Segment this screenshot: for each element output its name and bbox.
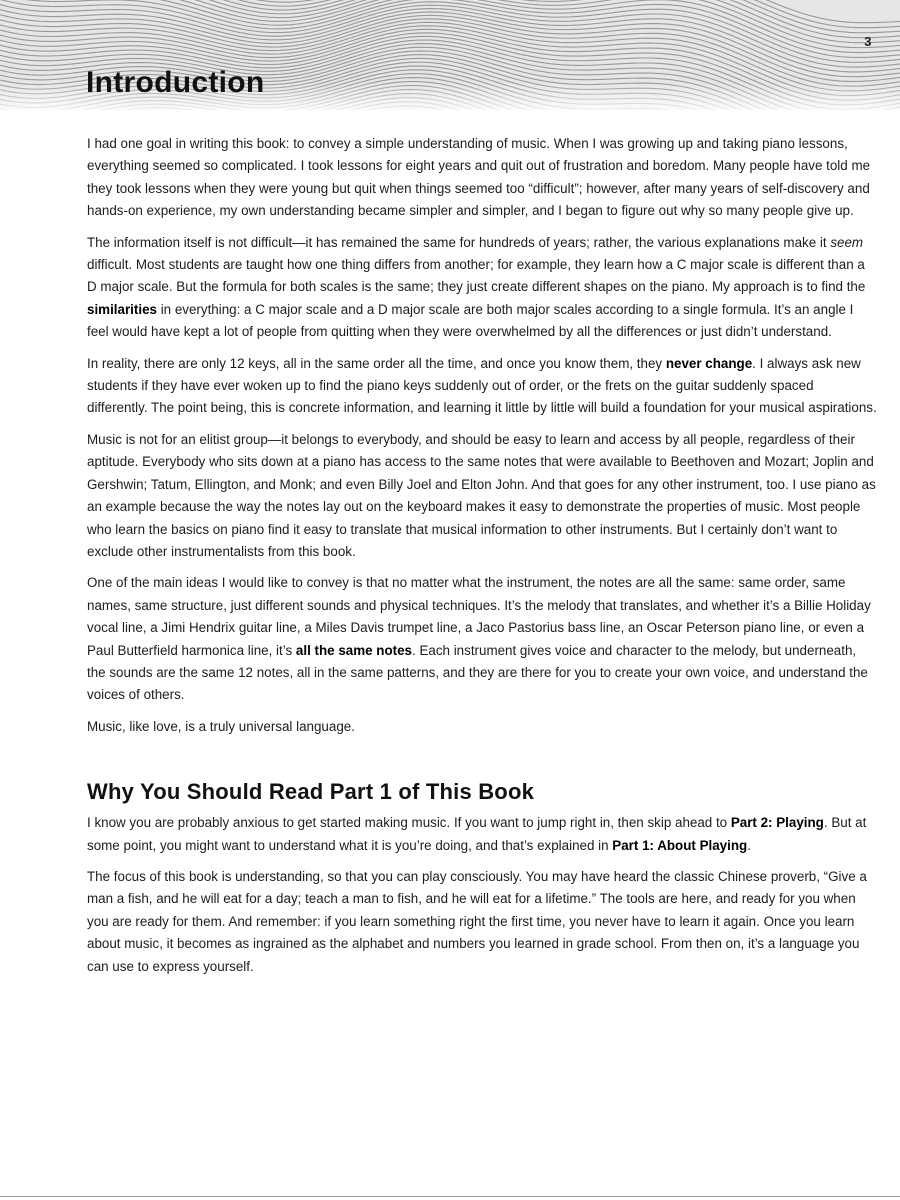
body-paragraph [87, 232, 877, 344]
paragraph-text: The focus of this book is understanding, so that you can play consciously. You may have heard the classic Chinese proverb, “Give a man a fish, and he will eat for a day; teach a man to fish, and he will eat for a lifetime.” The tools are here, and ready for you when you are ready for them. And remember: if you learn something right the first time, you never have to learn it again. Once you learn about music, it becomes as ingrained as the alphabet and numbers you learned in grade school. From then on, it’s a language you can use to express yourself. [87, 868, 867, 974]
body-paragraph [87, 133, 877, 223]
bottom-rule [0, 1196, 900, 1197]
emphasis-text: Part 2: Playing [730, 815, 824, 831]
body-paragraph [87, 353, 877, 420]
emphasis-text: all the same notes [295, 642, 413, 658]
main-content [87, 133, 877, 987]
paragraph-text: One of the main ideas I would like to convey is that no matter what the instrument, the notes are all the same: same order, same names, same structure, just different sounds and physical techniques. It’s the melody that translates, and whether it’s a Billie Holiday vocal line, a Jimi Hendrix guitar line, a Miles Davis trumpet line, a Jaco Pastorius bass line, an Oscar Peterson piano line, or even a Paul Butterfield harmonica line, it’s [87, 575, 871, 658]
italic-text: seem [830, 234, 864, 250]
paragraph-text: . [747, 837, 751, 853]
section-heading: Why You Should Read Part 1 of This Book [87, 779, 535, 805]
page-title: Introduction [86, 66, 265, 99]
body-paragraph [87, 716, 877, 738]
paragraph-text: The information itself is not difficult—it has remained the same for hundreds of years; rather, the various explanations make it [87, 234, 831, 250]
body-paragraph [87, 429, 877, 563]
body-paragraph [87, 866, 877, 978]
paragraph-text: I know you are probably anxious to get started making music. If you want to jump right in, then skip ahead to [87, 815, 731, 831]
body-paragraph [87, 812, 877, 857]
paragraph-text: . But at some point, you might want to understand what it is you’re doing, and that’s explained in [87, 815, 867, 853]
paragraph-text: Music, like love, is a truly universal language. [87, 718, 355, 734]
intro-body [87, 133, 877, 738]
section-body [87, 812, 877, 978]
emphasis-text: never change [665, 355, 753, 371]
paragraph-text: Music is not for an elitist group—it belongs to everybody, and should be easy to learn and access by all people, regardless of their aptitude. Everybody who sits down at a piano has access to the same notes that were available to Beethoven and Mozart; Joplin and Gershwin; Tatum, Ellington, and Monk; and even Billy Joel and Elton John. And that goes for any other instrument, too. I use piano as an example because the way the notes lay out on the keyboard makes it easy to demonstrate the properties of music. Most people who learn the basics on piano find it easy to translate that musical information to other instruments. But I certainly don’t want to exclude other instrumentalists from this book. [87, 431, 876, 559]
paragraph-text: . Each instrument gives voice and character to the melody, but underneath, the sounds are the same 12 notes, all in the same patterns, and they are there for you to create your own voice, and understand the voices of others. [87, 642, 868, 703]
emphasis-text: Part 1: About Playing [612, 837, 748, 853]
page-number: 3 [864, 34, 872, 49]
emphasis-text: similarities [87, 301, 157, 317]
body-paragraph [87, 572, 877, 706]
paragraph-text: . I always ask new students if they have ever woken up to find the piano keys suddenly out of order, or the frets on the guitar suddenly spaced differently. The point being, this is concrete information, and learning it little by little will build a foundation for your musical aspirations. [87, 355, 877, 416]
paragraph-text: In reality, there are only 12 keys, all in the same order all the time, and once you know them, they [87, 355, 666, 371]
paragraph-text: I had one goal in writing this book: to convey a simple understanding of music. When I was growing up and taking piano lessons, everything seemed so complicated. I took lessons for eight years and quit out of frustration and boredom. Many people have told me they took lessons when they were young but quit when things seemed too “difficult”; however, after many years of self-discovery and hands-on experience, my own understanding became simpler and simpler, and I began to figure out why so many people give up. [87, 136, 871, 219]
paragraph-text: difficult. Most students are taught how one thing differs from another; for example, they learn how a C major scale is different than a D major scale. But the formula for both scales is the same; they just create different shapes on the piano. My approach is to find the [87, 257, 866, 295]
paragraph-text: in everything: a C major scale and a D major scale are both major scales according to a single formula. It’s an angle I feel would have kept a lot of people from quitting when they were overwhelmed by all the differences or just didn’t understand. [87, 301, 854, 340]
